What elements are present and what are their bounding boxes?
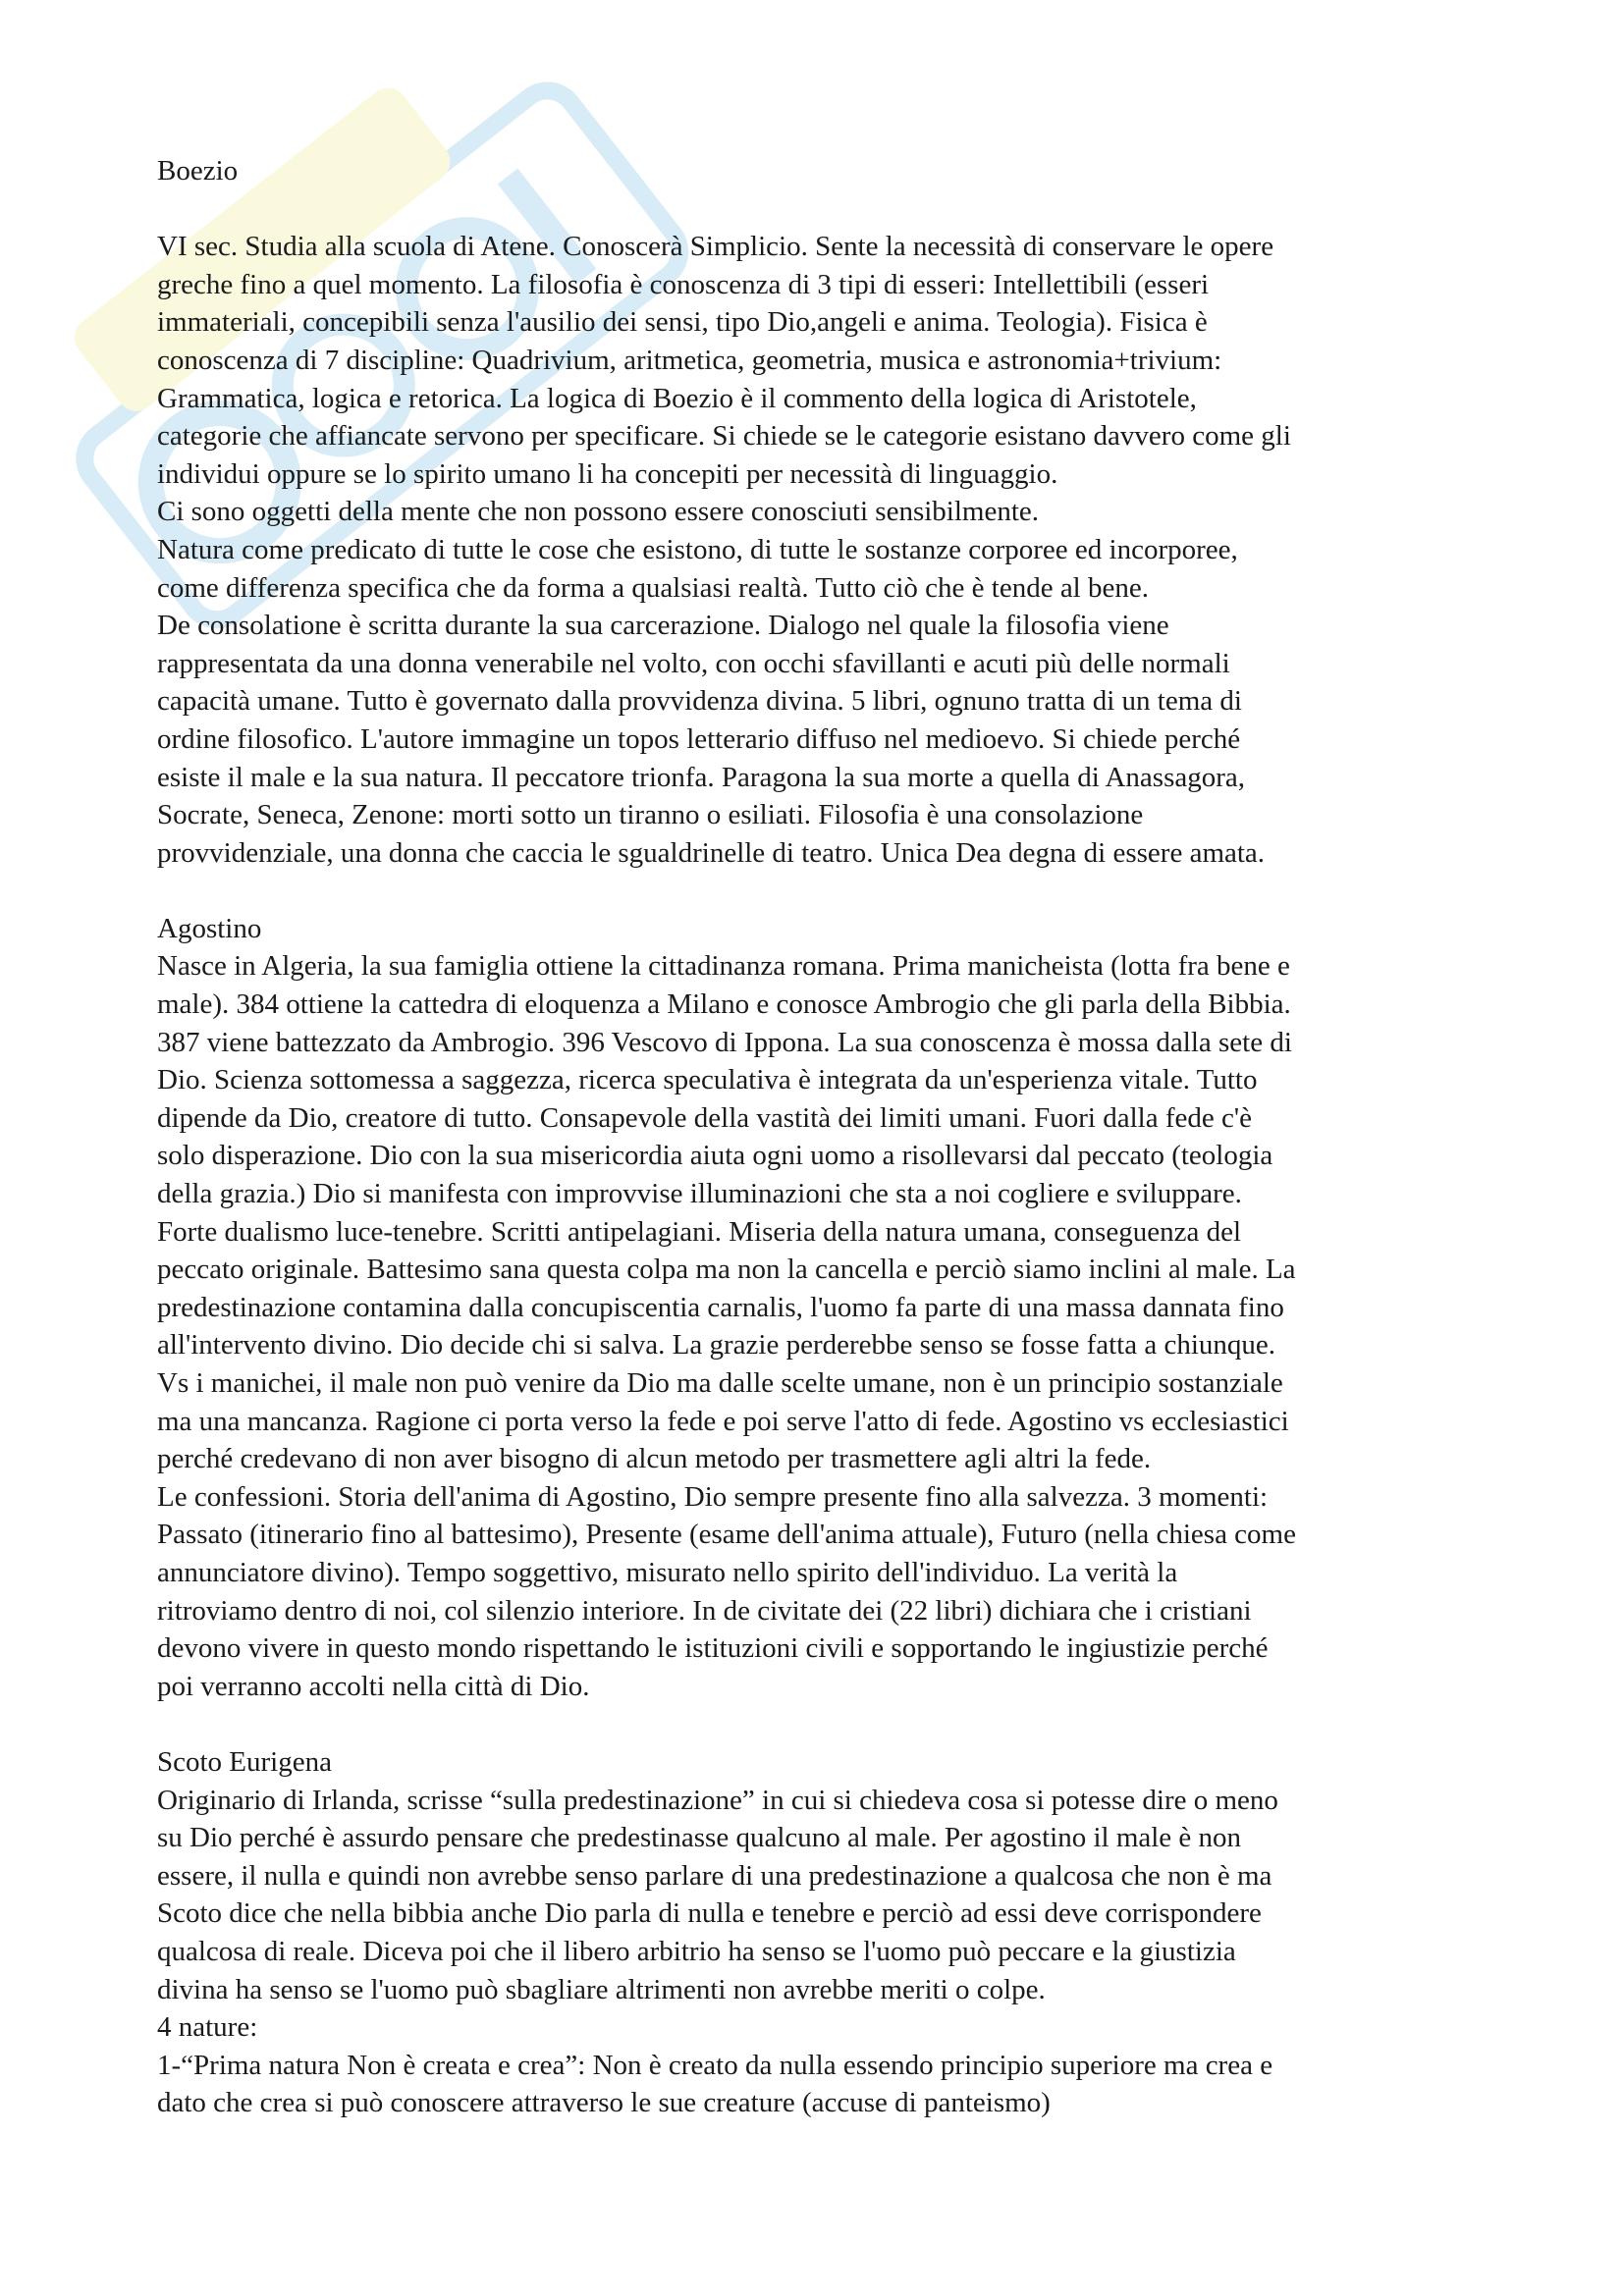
paragraph-line: Originario di Irlanda, scrisse “sulla predestinazione” in cui si chiedeva cosa si potesse dire o meno [157,1784,1278,1816]
paragraph-line: della grazia.) Dio si manifesta con improvvise illuminazioni che sta a noi cogliere e sviluppare. [157,1178,1242,1210]
paragraph-line: poi verranno accolti nella città di Dio. [157,1670,590,1702]
paragraph-line: esiste il male e la sua natura. Il peccatore trionfa. Paragona la sua morte a quella di Anassagora, [157,761,1246,793]
paragraph-line: ritroviamo dentro di noi, col silenzio interiore. In de civitate dei (22 libri) dichiara che i cristiani [157,1594,1252,1627]
paragraph-line: Natura come predicato di tutte le cose che esistono, di tutte le sostanze corporee ed incorporee, [157,533,1238,565]
paragraph-line: 4 nature: [157,2011,258,2044]
paragraph-line: su Dio perché è assurdo pensare che predestinasse qualcuno al male. Per agostino il male è non [157,1822,1242,1854]
section-heading: Scoto Eurigena [157,1745,332,1778]
paragraph-line: perché credevano di non aver bisogno di alcun metodo per trasmettere agli altri la fede. [157,1443,1152,1475]
paragraph-line: essere, il nulla e quindi non avrebbe senso parlare di una predestinazione a qualcosa che non è ma [157,1859,1272,1892]
paragraph-line: Scoto dice che nella bibbia anche Dio parla di nulla e tenebre e perciò ad essi deve corrispondere [157,1897,1262,1930]
paragraph-line: divina ha senso se l'uomo può sbagliare altrimenti non avrebbe meriti o colpe. [157,1973,1046,2005]
paragraph-line: individui oppure se lo spirito umano li ha concepiti per necessità di linguaggio. [157,457,1058,490]
paragraph-line: peccato originale. Battesimo sana questa colpa ma non la cancella e perciò siamo inclini al male. La [157,1254,1296,1286]
paragraph-line: De consolatione è scritta durante la sua carcerazione. Dialogo nel quale la filosofia viene [157,610,1169,642]
paragraph-line: come differenza specifica che da forma a qualsiasi realtà. Tutto ciò che è tende al bene. [157,571,1149,604]
paragraph-line: Socrate, Seneca, Zenone: morti sotto un tiranno o esiliati. Filosofia è una consolazione [157,799,1144,831]
paragraph-line: Grammatica, logica e retorica. La logica di Boezio è il commento della logica di Aristotele, [157,382,1197,414]
paragraph-line: immateriali, concepibili senza l'ausilio dei sensi, tipo Dio,angeli e anima. Teologia). Fisica è [157,306,1208,339]
paragraph-line: greche fino a quel momento. La filosofia è conoscenza di 3 tipi di esseri: Intellettibili (esseri [157,268,1210,300]
section-spacer [157,872,1492,910]
paragraph-line: Vs i manichei, il male non può venire da Dio ma dalle scelte umane, non è un principio sostanziale [157,1367,1283,1399]
paragraph-line: Dio. Scienza sottomessa a saggezza, ricerca speculativa è integrata da un'esperienza vitale. Tutto [157,1064,1258,1096]
paragraph-line: solo disperazione. Dio con la sua misericordia aiuta ogni uomo a risollevarsi dal peccato (teologia [157,1140,1273,1172]
document-page [157,152,1492,2122]
paragraph-line: capacità umane. Tutto è governato dalla provvidenza divina. 5 libri, ognuno tratta di un tema di [157,685,1242,718]
paragraph-line: ordine filosofico. L'autore immagine un topos letterario diffuso nel medioevo. Si chiede perché [157,722,1241,755]
paragraph-line: categorie che affiancate servono per specificare. Si chiede se le categorie esistano davvero come gli [157,420,1291,453]
paragraph-line: Le confessioni. Storia dell'anima di Agostino, Dio sempre presente fino alla salvezza. 3 momenti: [157,1480,1269,1513]
paragraph-line: VI sec. Studia alla scuola di Atene. Conoscerà Simplicio. Sente la necessità di conservare le opere [157,231,1274,263]
paragraph-line: all'intervento divino. Dio decide chi si salva. La grazie perderebbe senso se fosse fatta a chiunque. [157,1329,1276,1362]
section-heading: Boezio [157,155,239,187]
paragraph-line: conoscenza di 7 discipline: Quadrivium, aritmetica, geometria, musica e astronomia+trivium: [157,344,1222,376]
paragraph-line: dipende da Dio, creatore di tutto. Consapevole della vastità dei limiti umani. Fuori dalla fede c'è [157,1101,1252,1134]
section-heading: Agostino [157,912,262,944]
paragraph-line: 1-“Prima natura Non è creata e crea”: Non è creato da nulla essendo principio superiore ma crea e [157,2049,1273,2081]
paragraph-line: Forte dualismo luce-tenebre. Scritti antipelagiani. Miseria della natura umana, conseguenza del [157,1215,1242,1248]
paragraph-line: annunciatore divino). Tempo soggettivo, misurato nello spirito dell'individuo. La verità la [157,1556,1178,1588]
paragraph-line: devono vivere in questo mondo rispettando le istituzioni civili e sopportando le ingiustizie perché [157,1632,1269,1665]
paragraph-line: rappresentata da una donna venerabile nel volto, con occhi sfavillanti e acuti più delle normali [157,647,1230,679]
paragraph-line: 387 viene battezzato da Ambrogio. 396 Vescovo di Ippona. La sua conoscenza è mossa dalla sete di [157,1026,1292,1058]
paragraph-line [157,190,1492,229]
paragraph-line: predestinazione contamina dalla concupiscentia carnalis, l'uomo fa parte di una massa dannata fino [157,1291,1284,1323]
section-spacer [157,1705,1492,1743]
paragraph-line: ma una mancanza. Ragione ci porta verso la fede e poi serve l'atto di fede. Agostino vs ecclesiastici [157,1405,1289,1437]
paragraph-line: male). 384 ottiene la cattedra di eloquenza a Milano e conosce Ambrogio che gli parla della Bibbia. [157,988,1291,1021]
paragraph-line: Nasce in Algeria, la sua famiglia ottiene la cittadinanza romana. Prima manicheista (lotta fra bene e [157,950,1290,983]
paragraph-line: qualcosa di reale. Diceva poi che il libero arbitrio ha senso se l'uomo può peccare e la giustizia [157,1935,1236,1967]
paragraph-line: dato che crea si può conoscere attraverso le sue creature (accuse di panteismo) [157,2087,1051,2119]
paragraph-line: provvidenziale, una donna che caccia le sgualdrinelle di teatro. Unica Dea degna di essere amata. [157,836,1266,869]
paragraph-line: Passato (itinerario fino al battesimo), Presente (esame dell'anima attuale), Futuro (nella chiesa come [157,1519,1296,1551]
paragraph-line: Ci sono oggetti della mente che non possono essere conosciuti sensibilmente. [157,496,1040,528]
